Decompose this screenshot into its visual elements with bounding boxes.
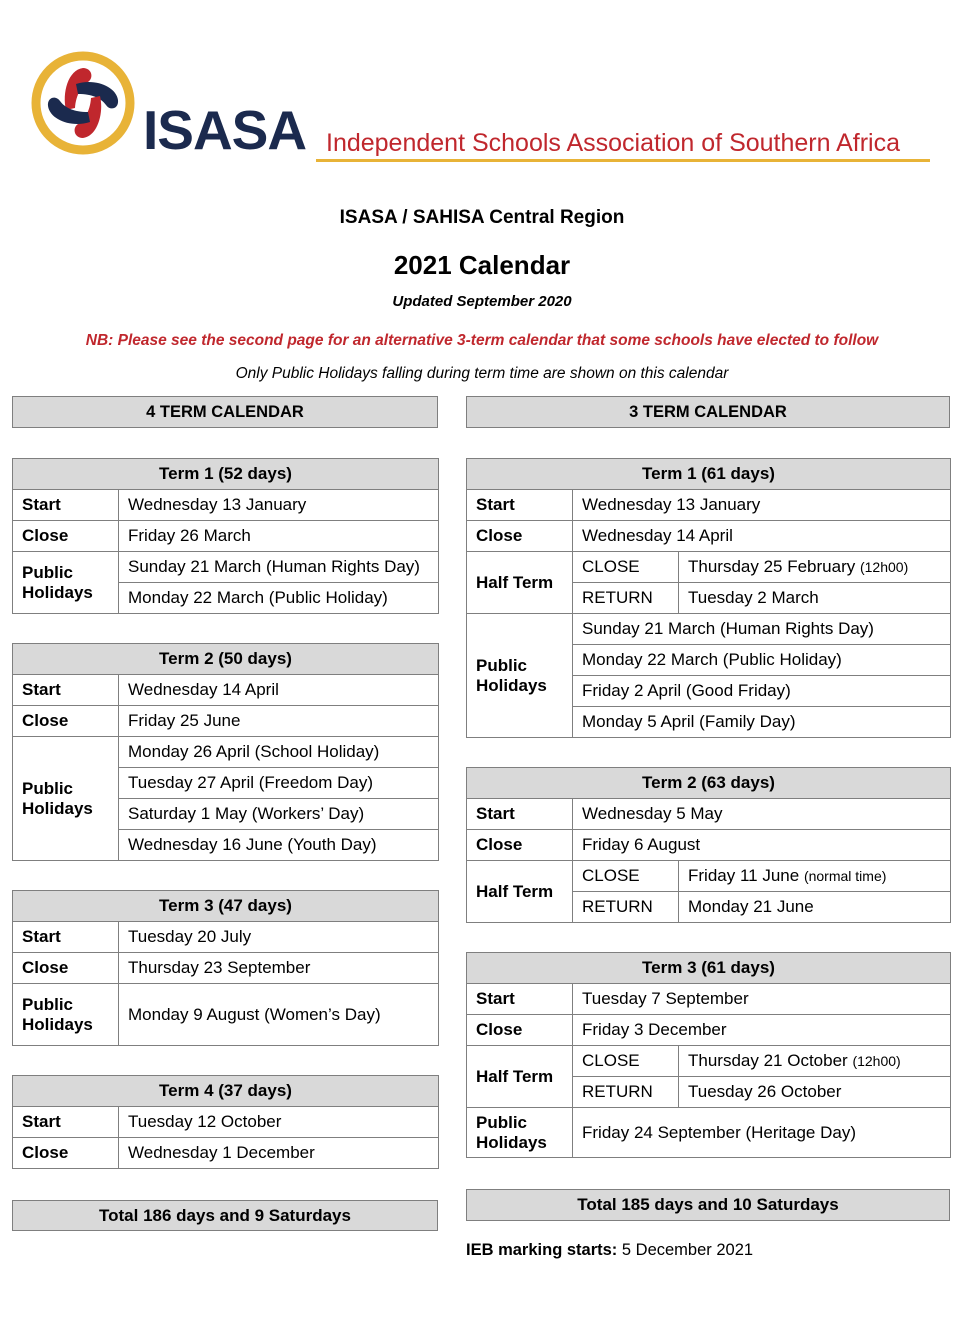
- half-term-close-date: Thursday 21 October (12h00): [679, 1046, 951, 1077]
- half-term-close-label: CLOSE: [573, 552, 679, 583]
- term-title: Term 3 (61 days): [467, 953, 951, 984]
- four-term-heading: 4 TERM CALENDAR: [12, 396, 438, 428]
- term-close-date: Thursday 23 September: [119, 953, 439, 984]
- isasa-logo-icon: [28, 48, 138, 158]
- holiday-item: Wednesday 16 June (Youth Day): [119, 830, 439, 861]
- holiday-item: Friday 24 September (Heritage Day): [573, 1108, 951, 1158]
- start-label: Start: [13, 675, 119, 706]
- holiday-item: Sunday 21 March (Human Rights Day): [573, 614, 951, 645]
- four-term-term3-table: [12, 890, 439, 1046]
- term-title: Term 2 (50 days): [13, 644, 439, 675]
- term-close-date: Friday 6 August: [573, 830, 951, 861]
- three-term-total: Total 185 days and 10 Saturdays: [466, 1189, 950, 1221]
- holiday-item: Friday 2 April (Good Friday): [573, 676, 951, 707]
- term-start-date: Tuesday 7 September: [573, 984, 951, 1015]
- term-start-date: Wednesday 14 April: [119, 675, 439, 706]
- holiday-item: Sunday 21 March (Human Rights Day): [119, 552, 439, 583]
- holiday-item: Saturday 1 May (Workers’ Day): [119, 799, 439, 830]
- holiday-item: Monday 9 August (Women’s Day): [119, 984, 439, 1046]
- three-term-heading: 3 TERM CALENDAR: [466, 396, 950, 428]
- term-start-date: Tuesday 12 October: [119, 1107, 439, 1138]
- half-term-return-label: RETURN: [573, 583, 679, 614]
- public-holidays-label: Public Holidays: [467, 1108, 573, 1158]
- half-term-return-date: Monday 21 June: [679, 892, 951, 923]
- term-start-date: Tuesday 20 July: [119, 922, 439, 953]
- half-term-return-label: RETURN: [573, 1077, 679, 1108]
- ieb-marking-note: [466, 1241, 753, 1260]
- term-close-date: Friday 26 March: [119, 521, 439, 552]
- close-label: Close: [13, 1138, 119, 1169]
- start-label: Start: [13, 922, 119, 953]
- four-term-term1-table: [12, 458, 439, 614]
- four-term-term4-table: [12, 1075, 439, 1169]
- half-term-return-date: Tuesday 2 March: [679, 583, 951, 614]
- start-label: Start: [467, 984, 573, 1015]
- term-close-date: Wednesday 1 December: [119, 1138, 439, 1169]
- region-title: ISASA / SAHISA Central Region: [339, 207, 625, 228]
- holiday-item: Monday 22 March (Public Holiday): [573, 645, 951, 676]
- half-term-close-date: Thursday 25 February (12h00): [679, 552, 951, 583]
- start-label: Start: [467, 799, 573, 830]
- organization-name: Independent Schools Association of Southern Africa: [326, 129, 900, 157]
- start-label: Start: [467, 490, 573, 521]
- close-label: Close: [467, 830, 573, 861]
- close-label: Close: [467, 1015, 573, 1046]
- updated-note: Updated September 2020: [392, 293, 572, 310]
- three-term-term3-table: [466, 952, 951, 1158]
- calendar-title: 2021 Calendar: [393, 250, 571, 280]
- term-title: Term 3 (47 days): [13, 891, 439, 922]
- half-term-return-date: Tuesday 26 October: [679, 1077, 951, 1108]
- holiday-item: Monday 22 March (Public Holiday): [119, 583, 439, 614]
- term-start-date: Wednesday 13 January: [119, 490, 439, 521]
- three-term-term1-table: [466, 458, 951, 738]
- term-title: Term 1 (52 days): [13, 459, 439, 490]
- ieb-label: IEB marking starts:: [466, 1241, 618, 1259]
- half-term-label: Half Term: [467, 861, 573, 923]
- half-term-close-date: Friday 11 June (normal time): [679, 861, 951, 892]
- public-holidays-label: Public Holidays: [467, 614, 573, 738]
- term-close-date: Wednesday 14 April: [573, 521, 951, 552]
- brand-wordmark: ISASA: [143, 99, 307, 161]
- term-title: Term 2 (63 days): [467, 768, 951, 799]
- half-term-close-label: CLOSE: [573, 861, 679, 892]
- start-label: Start: [13, 490, 119, 521]
- half-term-label: Half Term: [467, 1046, 573, 1108]
- term-start-date: Wednesday 5 May: [573, 799, 951, 830]
- close-label: Close: [13, 706, 119, 737]
- close-label: Close: [13, 521, 119, 552]
- start-label: Start: [13, 1107, 119, 1138]
- ieb-date: 5 December 2021: [621, 1241, 754, 1259]
- four-term-term2-table: [12, 643, 439, 861]
- term-start-date: Wednesday 13 January: [573, 490, 951, 521]
- header-underline: [316, 159, 930, 162]
- four-term-total: Total 186 days and 9 Saturdays: [12, 1200, 438, 1231]
- half-term-label: Half Term: [467, 552, 573, 614]
- half-term-return-label: RETURN: [573, 892, 679, 923]
- nb-note: NB: Please see the second page for an alternative 3-term calendar that some schools have elected to follow: [85, 332, 879, 349]
- close-label: Close: [13, 953, 119, 984]
- holiday-note: Only Public Holidays falling during term time are shown on this calendar: [235, 365, 729, 382]
- term-close-date: Friday 25 June: [119, 706, 439, 737]
- public-holidays-label: Public Holidays: [13, 737, 119, 861]
- half-term-close-label: CLOSE: [573, 1046, 679, 1077]
- holiday-item: Tuesday 27 April (Freedom Day): [119, 768, 439, 799]
- term-title: Term 4 (37 days): [13, 1076, 439, 1107]
- term-title: Term 1 (61 days): [467, 459, 951, 490]
- public-holidays-label: Public Holidays: [13, 552, 119, 614]
- three-term-term2-table: [466, 767, 951, 923]
- holiday-item: Monday 5 April (Family Day): [573, 707, 951, 738]
- public-holidays-label: Public Holidays: [13, 984, 119, 1046]
- holiday-item: Monday 26 April (School Holiday): [119, 737, 439, 768]
- term-close-date: Friday 3 December: [573, 1015, 951, 1046]
- close-label: Close: [467, 521, 573, 552]
